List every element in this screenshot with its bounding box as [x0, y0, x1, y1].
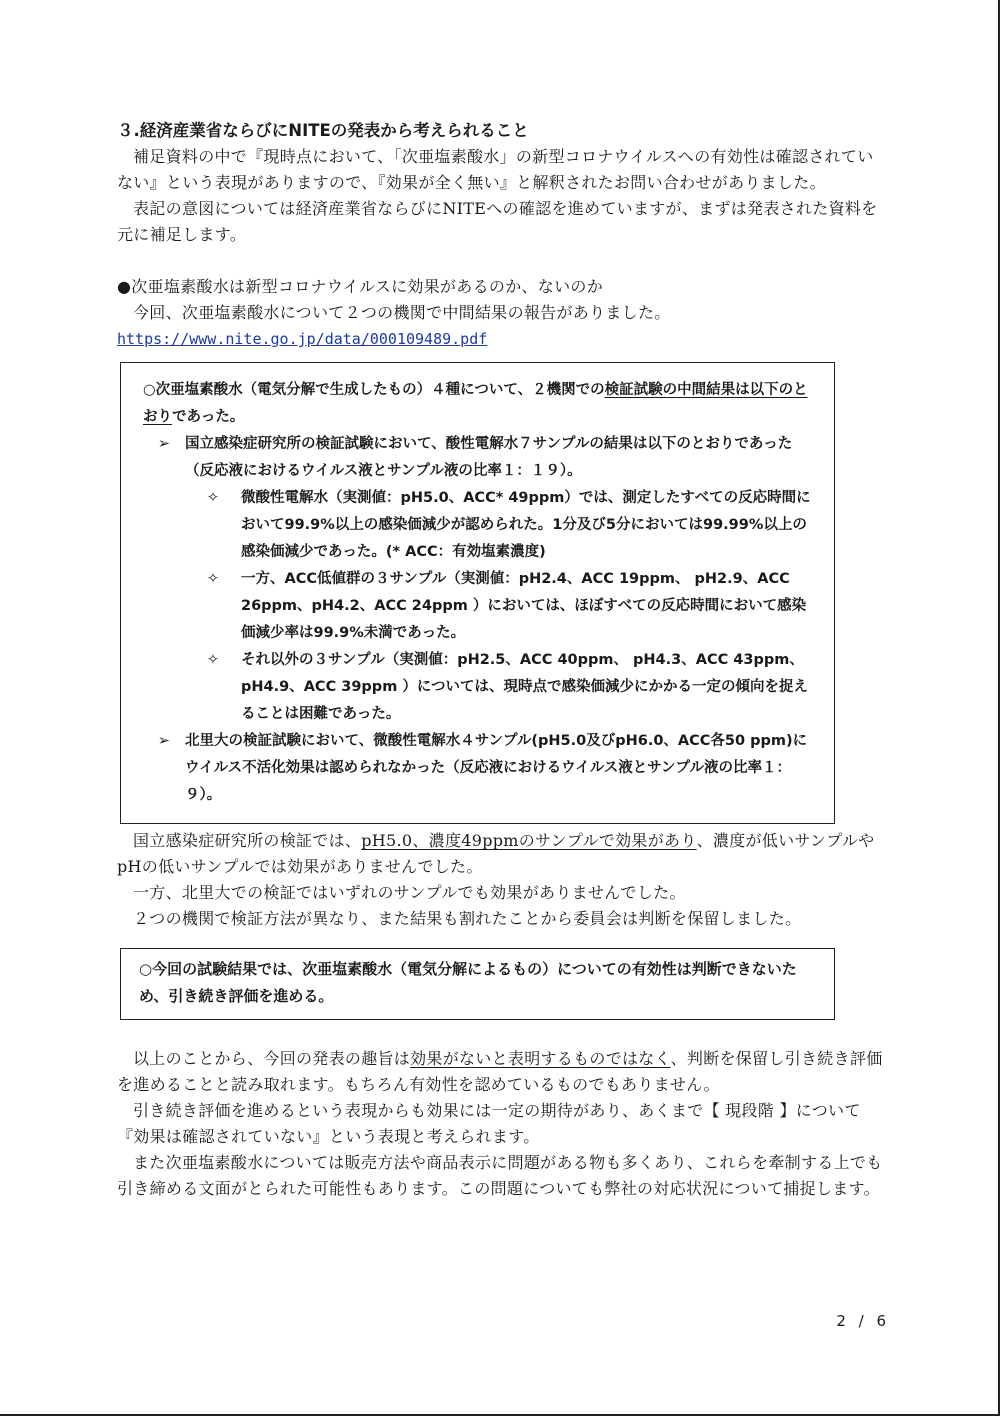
analysis-paragraph-1	[117, 828, 885, 880]
analysis-paragraph-2: 一方、北里大での検証ではいずれのサンプルでも効果がありませんでした。	[133, 883, 686, 902]
conclusion-paragraph-1	[117, 1046, 885, 1098]
analysis-p1-a: 国立感染症研究所の検証では、	[133, 831, 362, 850]
decision-box	[120, 948, 835, 1020]
bullet-niid-text: 国立感染症研究所の検証試験において、酸性電解水７サンプルの結果は以下のとおりであった（反応液におけるウイルス液とサンプル液の比率１：１９）。	[185, 436, 793, 479]
lead-text-a: ○次亜塩素酸水（電気分解で生成したもの）４種について、２機関での	[143, 382, 605, 398]
document-body	[117, 118, 885, 1202]
analysis-section	[117, 828, 885, 932]
bullet-kitasato	[143, 728, 818, 809]
diamond-bullet-icon: ✧	[206, 490, 220, 506]
question-intro: 今回、次亜塩素酸水について２つの機関で中間結果の報告がありました。	[133, 303, 671, 322]
bullet-niid	[143, 431, 818, 485]
arrow-bullet-icon: ➢	[157, 733, 171, 749]
nite-report-link[interactable]: https://www.nite.go.jp/data/000109489.pdf	[117, 330, 488, 348]
conclusion-p1-b: 、判断を保留し引き続き評価を進めることと読み取れます。もちろん有効性を認めているものでもありません。	[117, 1049, 883, 1094]
conclusion-paragraph-2: 引き続き評価を進めるという表現からも効果には一定の期待があり、あくまで【 現段階 】について『効果は確認されていない』という表現と考えられます。	[117, 1101, 861, 1146]
conclusion-p1-underlined: 効果がないと表明するものではなく	[410, 1049, 671, 1068]
lead-text-b: であった。	[172, 409, 245, 425]
interim-results-box	[120, 362, 835, 824]
conclusion-paragraph-3: また次亜塩素酸水については販売方法や商品表示に問題がある物も多くあり、これらを牽制する上でも引き締める文面がとられた可能性もあります。この問題についても弊社の対応状況について捕捉します。	[117, 1153, 883, 1198]
sub-item-weak-acid-text: 微酸性電解水（実測値：pH5.0、ACC* 49ppm）では、測定したすべての反応時間において99.9%以上の感染価減少が認められた。1分及び5分においては99.99%以上の感染価減少であった。(* ACC：有効塩素濃度)	[241, 490, 811, 560]
decision-text: ○今回の試験結果では、次亜塩素酸水（電気分解によるもの）についての有効性は判断できないため、引き続き評価を進める。	[139, 960, 797, 1005]
sub-item-low-acc	[185, 566, 818, 647]
analysis-p1-b: 、濃度が低いサンプルやpHの低いサンプルでは効果がありませんでした。	[117, 831, 875, 876]
section-paragraph-1: 補足資料の中で『現時点において、「次亜塩素酸水」の新型コロナウイルスへの有効性は確認されていない』という表現がありますので、『効果が全く無い』と解釈されたお問い合わせがありました。	[117, 147, 874, 192]
conclusion-p1-a: 以上のことから、今回の発表の趣旨は	[133, 1049, 411, 1068]
sub-item-other-text: それ以外の３サンプル（実測値：pH2.5、ACC 40ppm、 pH4.3、ACC 43ppm、 pH4.9、ACC 39ppm ）については、現時点で感染価減少にかかる一定の傾向を捉えることは困難であった。	[241, 652, 809, 722]
question-heading: ●次亜塩素酸水は新型コロナウイルスに効果があるのか、ないのか	[117, 277, 604, 296]
interim-results-lead	[143, 377, 818, 431]
sub-item-other	[185, 647, 818, 728]
lead-text-underlined: 検証試験の中間結果は以下のとおり	[143, 382, 808, 425]
analysis-p1-underlined: pH5.0、濃度49ppmのサンプルで効果があり	[361, 831, 697, 850]
page-number: 2 / 6	[836, 1312, 890, 1330]
analysis-paragraph-3: ２つの機関で検証方法が異なり、また結果も割れたことから委員会は判断を保留しました。	[133, 909, 802, 928]
bullet-kitasato-text: 北里大の検証試験において、微酸性電解水４サンプル(pH5.0及びpH6.0、ACC各50 ppm)にウイルス不活化効果は認められなかった（反応液におけるウイルス液とサンプル液の比率１：９）。	[185, 733, 808, 803]
diamond-bullet-icon: ✧	[206, 652, 220, 668]
spacer	[117, 248, 885, 274]
sub-item-weak-acid	[185, 485, 818, 566]
sub-item-low-acc-text: 一方、ACC低値群の３サンプル（実測値：pH2.4、ACC 19ppm、 pH2.9、ACC 26ppm、pH4.2、ACC 24ppm ）においては、ほぼすべての反応時間において感染価減少率は99.9%未満であった。	[241, 571, 807, 641]
diamond-bullet-icon: ✧	[206, 571, 220, 587]
arrow-bullet-icon: ➢	[157, 436, 171, 452]
section-paragraph-2: 表記の意図については経済産業省ならびにNITEへの確認を進めていますが、まずは発表された資料を元に補足します。	[117, 199, 878, 244]
section-heading: ３.経済産業省ならびにNITEの発表から考えられること	[117, 121, 529, 140]
conclusion-section	[117, 1046, 885, 1202]
